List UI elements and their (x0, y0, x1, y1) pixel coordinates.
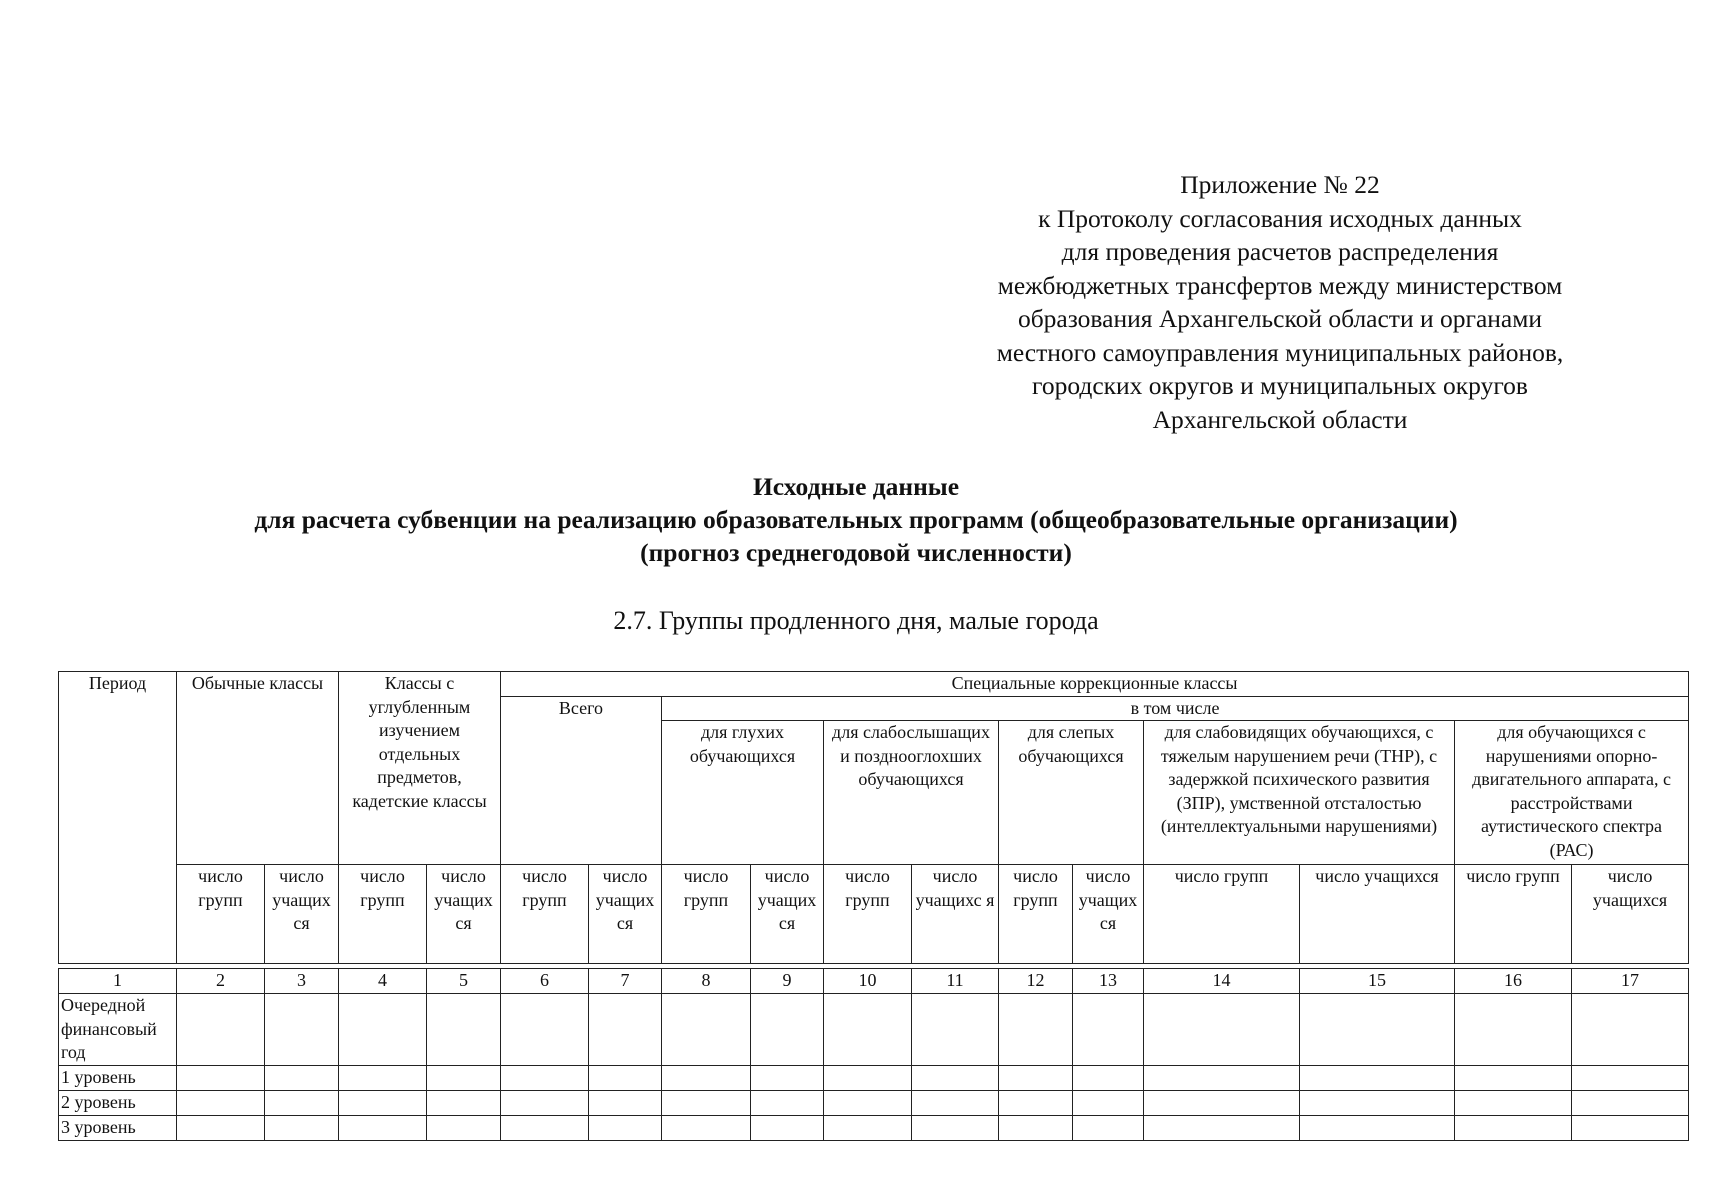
row-label: 2 уровень (59, 1090, 177, 1115)
appendix-header (940, 168, 1620, 436)
data-cell (1144, 1090, 1300, 1115)
data-cell (662, 1065, 751, 1090)
data-cell (751, 994, 824, 1066)
header-visually-impaired: для слабовидящих обучающихся, с тяжелым нарушением речи (ТНР), с задержкой психического развития (ЗПР), умственной отсталостью (интеллектуальными нарушениями) (1144, 721, 1455, 865)
header-blind: для слепых обучающихся (999, 721, 1144, 865)
data-cell (427, 1090, 501, 1115)
table-row (59, 1090, 1689, 1115)
data-cell (1455, 1115, 1572, 1140)
title-line: (прогноз среднегодовой численности) (640, 538, 1072, 567)
data-cell (589, 1065, 662, 1090)
data-cell (589, 1115, 662, 1140)
header-including: в том числе (662, 696, 1689, 721)
column-number: 12 (999, 969, 1073, 994)
subheader-cell: число учащих ся (427, 865, 501, 964)
data-cell (751, 1115, 824, 1140)
data-cell (339, 1090, 427, 1115)
column-number: 17 (1572, 969, 1689, 994)
column-number: 2 (177, 969, 265, 994)
header-deaf: для глухих обучающихся (662, 721, 824, 865)
data-cell (1455, 994, 1572, 1066)
section-subtitle: 2.7. Группы продленного дня, малые города (613, 606, 1099, 635)
column-number: 8 (662, 969, 751, 994)
data-cell (824, 994, 912, 1066)
column-number: 3 (265, 969, 339, 994)
data-cell (589, 994, 662, 1066)
title-line: Исходные данные (752, 472, 960, 501)
data-cell (177, 1115, 265, 1140)
column-number: 10 (824, 969, 912, 994)
data-cell (177, 994, 265, 1066)
data-cell (912, 994, 999, 1066)
appendix-line: межбюджетных трансфертов между министерством (997, 270, 1563, 300)
data-cell (1073, 1115, 1144, 1140)
data-cell (1073, 1090, 1144, 1115)
appendix-line: образования Архангельской области и органами (1017, 304, 1543, 333)
subheader-cell: число групп (339, 865, 427, 964)
column-number: 4 (339, 969, 427, 994)
subheader-cell: число учащихс я (912, 865, 999, 964)
subheader-cell: число учащих ся (589, 865, 662, 964)
appendix-line: Приложение № 22 (1180, 170, 1380, 199)
subheader-cell: число групп (999, 865, 1073, 964)
row-label: 1 уровень (59, 1065, 177, 1090)
data-cell (912, 1115, 999, 1140)
data-cell (999, 1065, 1073, 1090)
data-cell (824, 1090, 912, 1115)
data-cell (662, 994, 751, 1066)
data-cell (1572, 1065, 1689, 1090)
data-cell (1572, 994, 1689, 1066)
table-row (59, 1115, 1689, 1140)
data-cell (999, 994, 1073, 1066)
header-hard-of-hearing: для слабослышащих и позднооглохших обучающихся (824, 721, 999, 865)
data-cell (999, 1090, 1073, 1115)
data-cell (1300, 1115, 1455, 1140)
subheader-cell: число учащих ся (751, 865, 824, 964)
data-cell (501, 1090, 589, 1115)
column-number: 5 (427, 969, 501, 994)
column-number: 9 (751, 969, 824, 994)
data-cell (1455, 1065, 1572, 1090)
data-cell (339, 1115, 427, 1140)
data-table (58, 671, 1689, 1141)
data-cell (1455, 1090, 1572, 1115)
column-number: 7 (589, 969, 662, 994)
header-special-classes: Специальные коррекционные классы (501, 672, 1689, 697)
table-row (59, 994, 1689, 1066)
appendix-line: к Протоколу согласования исходных данных (1038, 203, 1522, 233)
appendix-line: местного самоуправления муниципальных районов, (996, 337, 1564, 367)
data-cell (177, 1065, 265, 1090)
column-number: 1 (59, 969, 177, 994)
column-number: 14 (1144, 969, 1300, 994)
data-cell (265, 994, 339, 1066)
data-cell (339, 1065, 427, 1090)
subheader-cell: число групп (824, 865, 912, 964)
appendix-line: для проведения расчетов распределения (1061, 237, 1499, 266)
appendix-line: городских округов и муниципальных округов (1032, 371, 1528, 400)
data-cell (265, 1115, 339, 1140)
data-cell (824, 1065, 912, 1090)
data-cell (427, 994, 501, 1066)
subheader-cell: число групп (662, 865, 751, 964)
document-title (0, 470, 1712, 569)
data-cell (751, 1065, 824, 1090)
data-cell (501, 994, 589, 1066)
subheader-cell: число групп (1455, 865, 1572, 964)
data-cell (501, 1115, 589, 1140)
data-cell (662, 1115, 751, 1140)
subheader-cell: число учащих ся (1073, 865, 1144, 964)
data-cell (1572, 1115, 1689, 1140)
appendix-line: Архангельской области (1152, 404, 1408, 434)
data-cell (999, 1115, 1073, 1140)
data-cell (1300, 1065, 1455, 1090)
header-ordinary-classes: Обычные классы (177, 672, 339, 865)
column-number: 16 (1455, 969, 1572, 994)
header-period: Период (59, 672, 177, 964)
data-cell (1073, 994, 1144, 1066)
column-number: 15 (1300, 969, 1455, 994)
data-cell (1144, 1065, 1300, 1090)
row-label: Очередной финансовый год (59, 994, 177, 1066)
header-musculoskeletal: для обучающихся с нарушениями опорно-двигательного аппарата, с расстройствами аутистического спектра (РАС) (1455, 721, 1689, 865)
table-row (59, 1065, 1689, 1090)
data-cell (751, 1090, 824, 1115)
data-cell (427, 1065, 501, 1090)
data-cell (1572, 1090, 1689, 1115)
data-cell (589, 1090, 662, 1115)
data-cell (339, 994, 427, 1066)
title-line: для расчета субвенции на реализацию образовательных программ (общеобразовательные организации) (254, 505, 1458, 534)
data-cell (265, 1090, 339, 1115)
data-cell (501, 1065, 589, 1090)
data-cell (265, 1065, 339, 1090)
subheader-cell: число учащих ся (265, 865, 339, 964)
data-cell (1300, 1090, 1455, 1115)
subheader-cell: число учащихся (1300, 865, 1455, 964)
data-cell (427, 1115, 501, 1140)
subheader-cell: число групп (501, 865, 589, 964)
data-cell (912, 1065, 999, 1090)
data-cell (912, 1090, 999, 1115)
subheader-cell: число групп (1144, 865, 1300, 964)
data-cell (1144, 994, 1300, 1066)
data-cell (1300, 994, 1455, 1066)
column-number: 6 (501, 969, 589, 994)
column-number: 11 (912, 969, 999, 994)
subheader-cell: число групп (177, 865, 265, 964)
column-number: 13 (1073, 969, 1144, 994)
data-cell (824, 1115, 912, 1140)
data-cell (1073, 1065, 1144, 1090)
subheader-cell: число учащихся (1572, 865, 1689, 964)
data-cell (177, 1090, 265, 1115)
row-label: 3 уровень (59, 1115, 177, 1140)
header-advanced-classes: Классы с углубленным изучением отдельных предметов, кадетские классы (339, 672, 501, 865)
data-cell (662, 1090, 751, 1115)
data-cell (1144, 1115, 1300, 1140)
header-total: Всего (501, 696, 662, 865)
